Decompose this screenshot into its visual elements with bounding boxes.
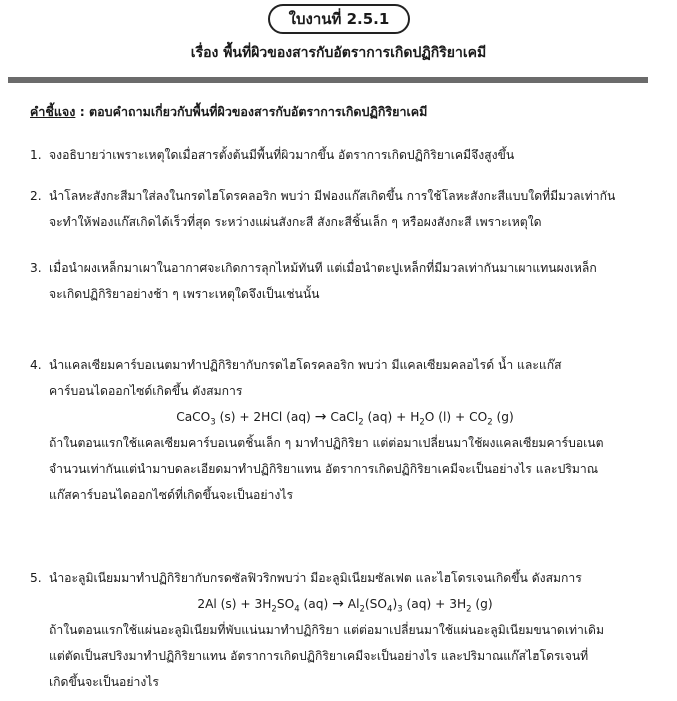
- question-text: นำอะลูมิเนียมมาทำปฏิกิริยากับกรดซัลฟิวริกพบว่า มีอะลูมิเนียมซัลเฟต และไฮโดรเจนเกิดขึ้น ดังสมการ: [49, 571, 582, 585]
- worksheet-title: ใบงานที่ 2.5.1: [268, 4, 410, 34]
- reaction-arrow: →: [332, 596, 344, 612]
- question-3: [30, 255, 660, 307]
- question-number: 1.: [30, 148, 42, 162]
- question-2: [30, 183, 660, 235]
- question-number: 5.: [30, 571, 42, 585]
- question-text: จะทำให้ฟองแก๊สเกิดได้เร็วที่สุด ระหว่างแผ่นสังกะสี สังกะสีชิ้นเล็ก ๆ หรือผงสังกะสี เพราะเหตุใด: [49, 215, 542, 229]
- question-5: [30, 565, 660, 695]
- instructions-label: คำชี้แจง: [30, 104, 76, 119]
- question-text: ถ้าในตอนแรกใช้แคลเซียมคาร์บอเนตชิ้นเล็ก ๆ มาทำปฏิกิริยา แต่ต่อมาเปลี่ยนมาใช้ผงแคลเซียมคาร์บอเนต: [49, 436, 604, 450]
- question-text: จะเกิดปฏิกิริยาอย่างช้า ๆ เพราะเหตุใดจึงเป็นเช่นนั้น: [49, 287, 320, 301]
- question-4: [30, 352, 660, 508]
- question-text: แต่ตัดเป็นสปริงมาทำปฏิกิริยาแทน อัตราการเกิดปฏิกิริยาเคมีจะเป็นอย่างไร และปริมาณแก๊สไฮโดรเจนที่: [49, 649, 589, 663]
- divider: [8, 77, 648, 83]
- reaction-arrow: →: [314, 409, 327, 425]
- question-text: นำโลหะสังกะสีมาใส่ลงในกรดไฮโดรคลอริก พบว่า มีฟองแก๊สเกิดขึ้น การใช้โลหะสังกะสีแบบใดที่มีมวลเท่ากัน: [49, 189, 616, 203]
- chemical-equation-1: CaCO$_3$ (s) + 2HCl (aq) → CaCl$_2$ $(aq) + H_2O$ $(l) + CO_2$ (g): [176, 409, 514, 428]
- question-number: 4.: [30, 358, 42, 372]
- question-text: เมื่อนำผงเหล็กมาเผาในอากาศจะเกิดการลุกไหม้ทันที แต่เมื่อนำตะปูเหล็กที่มีมวลเท่ากันมาเผาแทนผงเหล็ก: [49, 261, 597, 275]
- question-text: เกิดขึ้นจะเป็นอย่างไร: [49, 675, 159, 689]
- question-text: จำนวนเท่ากันแต่นำมาบดละเอียดมาทำปฏิกิริยาแทน อัตราการเกิดปฏิกิริยาเคมีจะเป็นอย่างไร และปริมาณ: [49, 462, 599, 476]
- instructions: [30, 102, 427, 122]
- worksheet-subject: เรื่อง พื้นที่ผิวของสารกับอัตราการเกิดปฏิกิริยาเคมี: [190, 45, 487, 61]
- question-text: จงอธิบายว่าเพราะเหตุใดเมื่อสารตั้งต้นมีพื้นที่ผิวมากขึ้น อัตราการเกิดปฏิกิริยาเคมีจึงสูงขึ้น: [49, 148, 515, 162]
- question-text: คาร์บอนไดออกไซด์เกิดขึ้น ดังสมการ: [49, 384, 243, 398]
- question-number: 3.: [30, 261, 42, 275]
- question-number: 2.: [30, 189, 42, 203]
- question-text: ถ้าในตอนแรกใช้แผ่นอะลูมิเนียมที่พับแน่นมาทำปฏิกิริยา แต่ต่อมาเปลี่ยนมาใช้แผ่นอะลูมิเนียมขนาดเท่าเดิม: [49, 623, 604, 637]
- question-text: แก๊สคาร์บอนไดออกไซด์ที่เกิดขึ้นจะเป็นอย่างไร: [49, 488, 293, 502]
- question-1: [30, 142, 660, 168]
- chemical-equation-2: 2Al $(s) + 3H_2SO_4$ $(aq) \to Al_2(SO_4)_3$ $(aq) + 3H_2$ (g): [197, 596, 493, 615]
- instructions-text: : ตอบคำถามเกี่ยวกับพื้นที่ผิวของสารกับอัตราการเกิดปฏิกิริยาเคมี: [75, 104, 428, 119]
- question-text: นำแคลเซียมคาร์บอเนตมาทำปฏิกิริยากับกรดไฮโดรคลอริก พบว่า มีแคลเซียมคลอไรด์ น้ำ และแก๊ส: [49, 358, 562, 372]
